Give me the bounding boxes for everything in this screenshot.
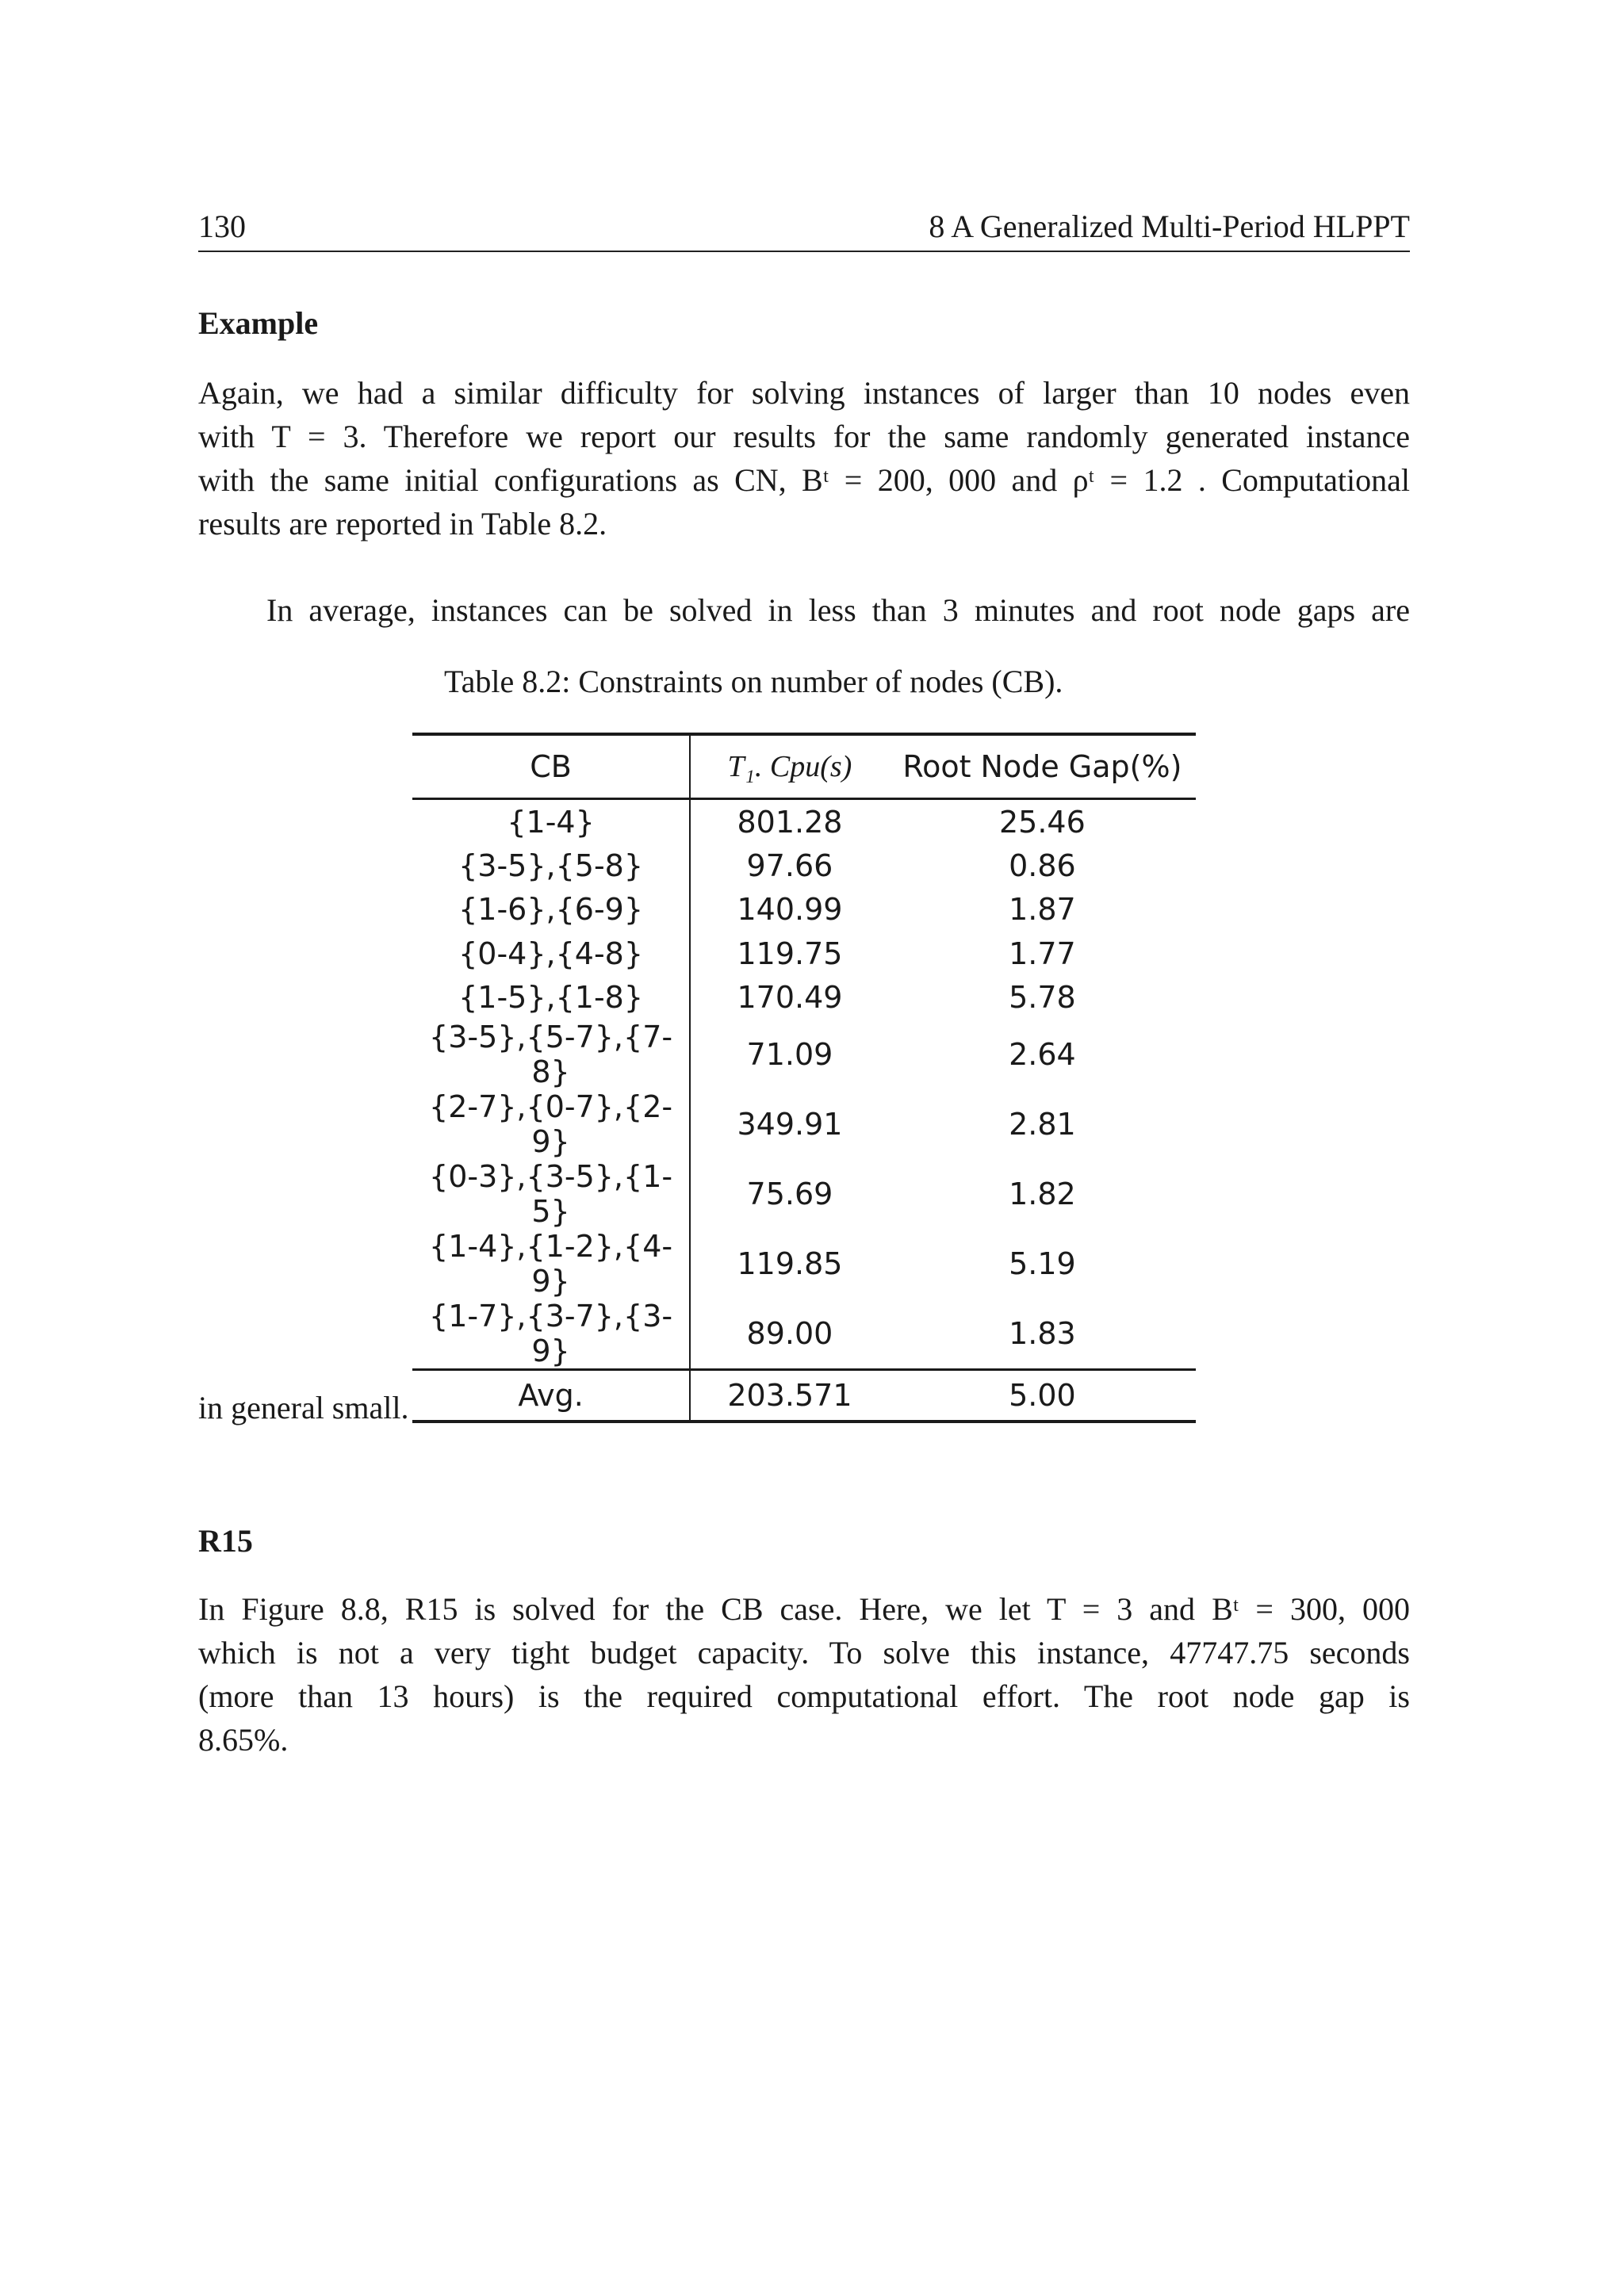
section-heading-example: Example [198, 305, 319, 341]
cell-cb: {1-4},{1-2},{4-9} [412, 1229, 690, 1299]
paragraph-line: with T = 3. Therefore we report our results for the same randomly generated instance [198, 419, 1410, 454]
running-head-title: 8 A Generalized Multi-Period HLPPT [929, 209, 1410, 244]
paragraph-line: with the same initial configurations as CN, Bᵗ = 200, 000 and ρᵗ = 1.2 . Computational [198, 462, 1410, 498]
results-table [412, 733, 1196, 1423]
table-header-row [412, 734, 1196, 799]
page-number: 130 [198, 209, 246, 244]
r15-paragraph [198, 1587, 1410, 1762]
cell-cpu: 119.75 [737, 936, 843, 971]
cell-cpu: 75.69 [746, 1176, 833, 1211]
table-caption: Table 8.2: Constraints on number of nodes (CB). [444, 664, 1063, 699]
column-header-cb: CB [412, 734, 690, 799]
cell-avg-label: Avg. [412, 1369, 690, 1422]
paragraph-line: 8.65%. [198, 1722, 289, 1758]
cell-cb: {0-4},{4-8} [412, 932, 690, 975]
cell-cb: {3-5},{5-8} [412, 844, 690, 887]
table-row [412, 844, 1196, 887]
cell-cpu: 349.91 [737, 1106, 843, 1142]
cell-cb: {1-5},{1-8} [412, 976, 690, 1020]
cell-cb: {3-5},{5-7},{7-8} [412, 1020, 690, 1089]
paragraph-line: In Figure 8.8, R15 is solved for the CB case. Here, we let T = 3 and Bᵗ = 300, 000 [198, 1591, 1410, 1627]
table-row [412, 932, 1196, 975]
paragraph-line: results are reported in Table 8.2. [198, 506, 607, 541]
cell-gap: 2.81 [1009, 1106, 1076, 1142]
paragraph-line: (more than 13 hours) is the required computational effort. The root node gap is [198, 1678, 1410, 1714]
cell-gap: 1.87 [1009, 892, 1076, 928]
average-paragraph-start: In average, instances can be solved in less than 3 minutes and root node gaps are [266, 592, 1410, 628]
cell-cpu: 119.85 [737, 1246, 843, 1281]
table-row [412, 888, 1196, 932]
cell-gap: 25.46 [999, 804, 1086, 840]
cell-cpu: 97.66 [746, 848, 833, 884]
cell-gap: 1.77 [1009, 936, 1076, 971]
cell-cb: {1-4} [412, 799, 690, 844]
cell-gap: 5.19 [1009, 1246, 1076, 1281]
table-row [412, 1089, 1196, 1159]
average-paragraph-end: in general small. [198, 1390, 409, 1425]
cell-cb: {2-7},{0-7},{2-9} [412, 1089, 690, 1159]
cell-avg-gap: 5.00 [1009, 1377, 1076, 1413]
cell-avg-cpu: 203.571 [727, 1377, 852, 1413]
cell-cb: {0-3},{3-5},{1-5} [412, 1159, 690, 1229]
example-paragraph [198, 371, 1410, 545]
cell-cpu: 89.00 [746, 1315, 833, 1351]
cell-cpu: 140.99 [737, 892, 843, 928]
table-row [412, 799, 1196, 844]
table-row [412, 1020, 1196, 1089]
table-average-row [412, 1369, 1196, 1422]
cell-cpu: 170.49 [737, 980, 843, 1016]
table-row [412, 1299, 1196, 1370]
cell-gap: 5.78 [1009, 980, 1076, 1016]
paragraph-line: which is not a very tight budget capacity. To solve this instance, 47747.75 seconds [198, 1635, 1410, 1670]
paragraph-line: Again, we had a similar difficulty for solving instances of larger than 10 nodes even [198, 375, 1410, 411]
cell-cb: {1-6},{6-9} [412, 888, 690, 932]
cell-gap: 1.83 [1009, 1315, 1076, 1351]
column-header-gap: Root Node Gap(%) [902, 749, 1182, 784]
cell-gap: 0.86 [1009, 848, 1076, 884]
column-header-cpu: T₁. Cpu(s) [727, 750, 852, 783]
cell-gap: 1.82 [1009, 1176, 1076, 1211]
table-row [412, 976, 1196, 1020]
cell-cb: {1-7},{3-7},{3-9} [412, 1299, 690, 1370]
cell-gap: 2.64 [1009, 1036, 1076, 1072]
table-row [412, 1159, 1196, 1229]
running-header [198, 208, 1410, 252]
cell-cpu: 801.28 [737, 804, 843, 840]
section-heading-r15: R15 [198, 1523, 253, 1559]
cell-cpu: 71.09 [746, 1036, 833, 1072]
table-row [412, 1229, 1196, 1299]
